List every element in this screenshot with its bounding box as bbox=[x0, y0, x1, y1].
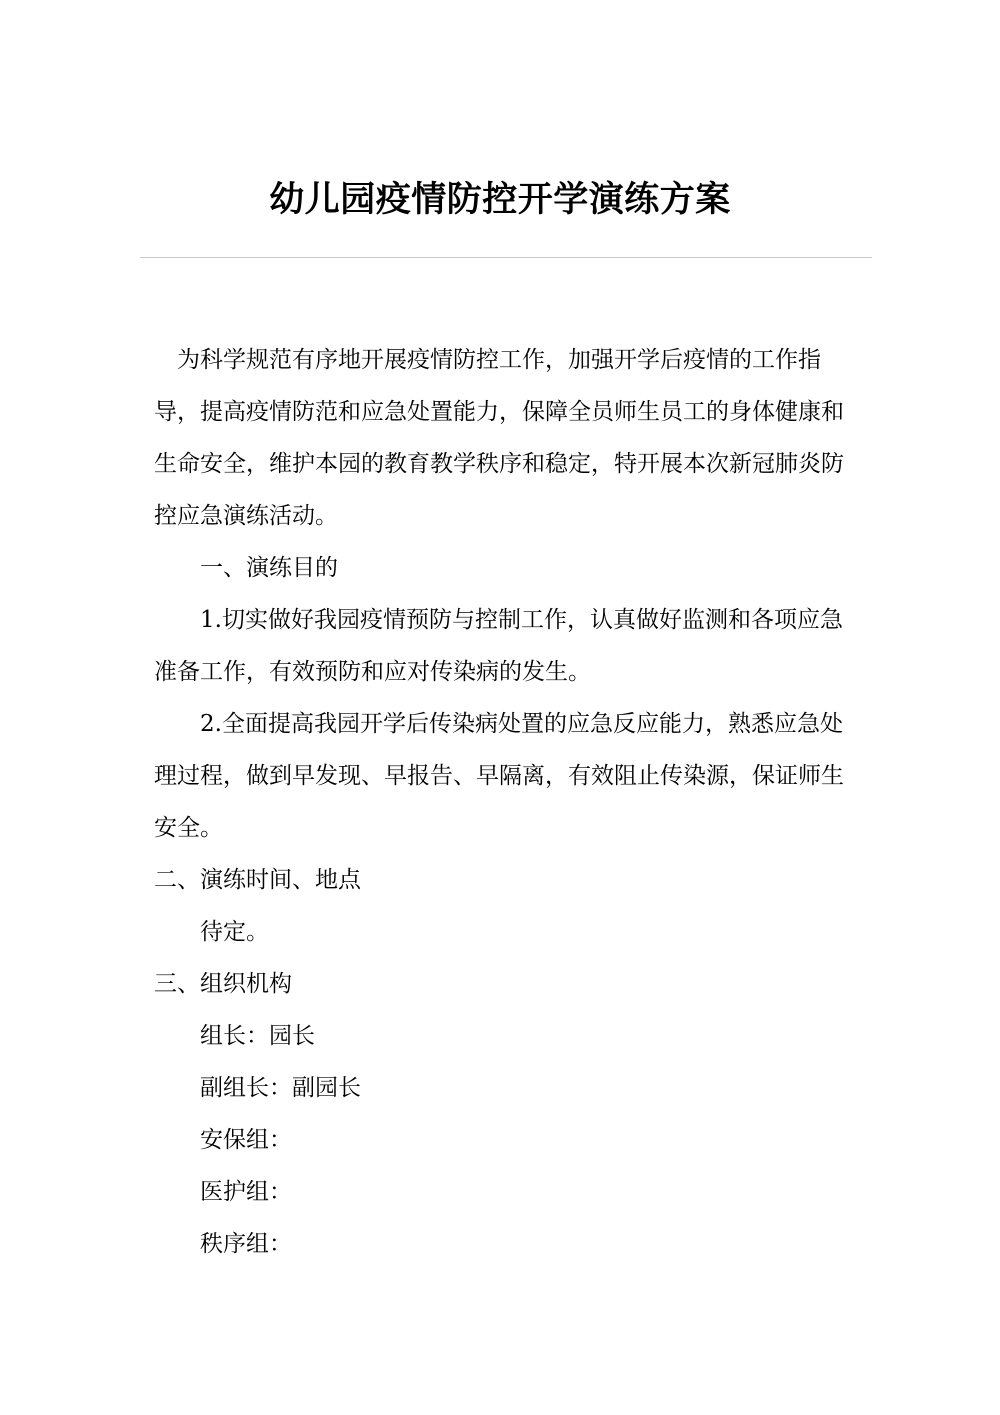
intro-paragraph: 为科学规范有序地开展疫情防控工作，加强开学后疫情的工作指导，提高疫情防范和应急处置能力，保障全员师生员工的身体健康和生命安全，维护本园的教育教学秩序和稳定，特开展本次新冠肺炎防控应急演练活动。 bbox=[154, 347, 844, 529]
org-deputy-leader: 副组长：副园长 bbox=[200, 1075, 361, 1101]
org-order-group: 秩序组： bbox=[200, 1231, 292, 1257]
document-body bbox=[154, 334, 850, 1270]
org-medical-group: 医护组： bbox=[200, 1179, 292, 1205]
org-leader: 组长：园长 bbox=[200, 1023, 315, 1049]
section2-heading: 二、演练时间、地点 bbox=[154, 867, 361, 893]
section1-item-2: 2.全面提高我园开学后传染病处置的应急反应能力，熟悉应急处理过程，做到早发现、早报告、早隔离，有效阻止传染源，保证师生安全。 bbox=[154, 711, 844, 841]
title-divider bbox=[140, 257, 872, 258]
document-title: 幼儿园疫情防控开学演练方案 bbox=[269, 180, 731, 220]
section3-heading: 三、组织机构 bbox=[154, 971, 292, 997]
org-security-group: 安保组： bbox=[200, 1127, 292, 1153]
section2-content: 待定。 bbox=[200, 919, 269, 945]
section1-heading: 一、演练目的 bbox=[200, 555, 338, 581]
section1-item-1: 1.切实做好我园疫情预防与控制工作，认真做好监测和各项应急准备工作，有效预防和应对传染病的发生。 bbox=[154, 607, 843, 685]
